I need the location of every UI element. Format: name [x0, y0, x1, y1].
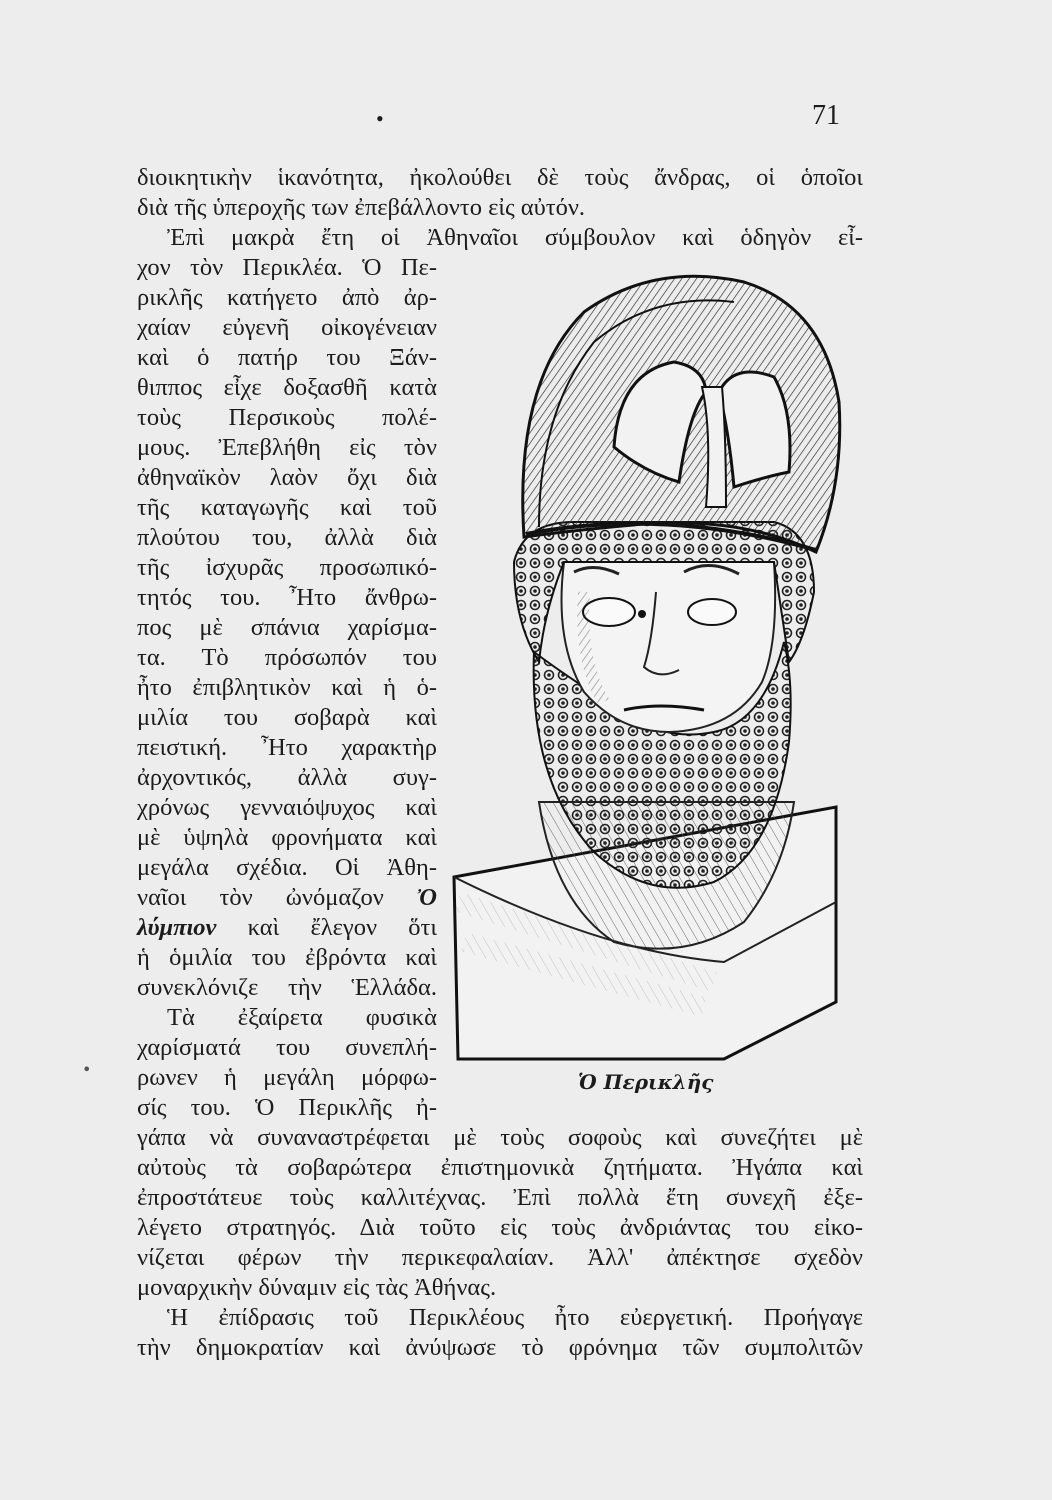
text-line: τῆς καταγωγῆς καὶ τοῦ: [137, 494, 437, 521]
text-segment: ναῖοι τὸν ὠνόμαζον: [137, 884, 384, 911]
text-line: ἡ ὁμιλία του ἐβρόντα καὶ: [137, 944, 437, 971]
text-line: [137, 883, 437, 913]
header-dot: •: [376, 106, 384, 131]
text-line: αὐτοὺς τὰ σοβαρώτερα ἐπιστημονικὰ ζητήματα. Ἠγάπα καὶ: [137, 1154, 863, 1181]
text-line: πλούτου του, ἀλλὰ διὰ: [137, 524, 437, 551]
text-line: διὰ τῆς ὑπεροχῆς των ἐπεβάλλοντο εἰς αὐτόν.: [137, 194, 586, 221]
text-line: θιππος εἶχε δοξασθῆ κατὰ: [137, 374, 437, 401]
text-line: πειστική. Ἦτο χαρακτὴρ: [137, 734, 437, 761]
text-line: τητός του. Ἦτο ἄνθρω-: [137, 584, 437, 611]
text-line: χον τὸν Περικλέα. Ὁ Πε-: [137, 254, 437, 281]
text-line: γάπα νὰ συναναστρέφεται μὲ τοὺς σοφοὺς καὶ συνεζήτει μὲ: [137, 1124, 863, 1151]
text-line: διοικητικὴν ἱκανότητα, ἠκολούθει δὲ τοὺς ἄνδρας, οἱ ὁποῖοι: [137, 164, 863, 191]
text-line: ἀθηναϊκὸν λαὸν ὄχι διὰ: [137, 464, 437, 491]
text-line: καὶ ὁ πατήρ του Ξάν-: [137, 344, 437, 371]
text-line: συνεκλόνιζε τὴν Ἑλλάδα.: [137, 974, 437, 1001]
pericles-bust-figure: [444, 262, 870, 1062]
text-line: ρωνεν ἡ μεγάλη μόρφω-: [137, 1064, 437, 1091]
text-line: μοναρχικὴν δύναμιν εἰς τὰς Ἀθήνας.: [137, 1274, 497, 1301]
text-line: λέγετο στρατηγός. Διὰ τοῦτο εἰς τοὺς ἀνδριάντας του εἰκο-: [137, 1214, 863, 1241]
text-line: χαρίσματά του συνεπλή-: [137, 1034, 437, 1061]
text-line: τα. Τὸ πρόσωπόν του: [137, 644, 437, 671]
text-line: μιλία του σοβαρὰ καὶ: [137, 704, 437, 731]
text-line: μὲ ὑψηλὰ φρονήματα καὶ: [137, 824, 437, 851]
figure-caption: Ὁ Περικλῆς: [578, 1070, 714, 1094]
text-line: πος μὲ σπάνια χαρίσμα-: [137, 614, 437, 641]
text-line: χρόνως γενναιόψυχος καὶ: [137, 794, 437, 821]
text-line: χαίαν εὐγενῆ οἰκογένειαν: [137, 314, 437, 341]
pericles-bust-icon: [444, 262, 870, 1062]
text-line: ἐπροστάτευε τοὺς καλλιτέχνας. Ἐπὶ πολλὰ ἔτη συνεχῆ ἐξε-: [137, 1184, 863, 1211]
text-line: Ἐπὶ μακρὰ ἔτη οἱ Ἀθηναῖοι σύμβουλον καὶ ὁδηγὸν εἶ-: [167, 224, 863, 251]
text-line: τῆς ἰσχυρᾶς προσωπικό-: [137, 554, 437, 581]
text-line: ρικλῆς κατήγετο ἀπὸ ἀρ-: [137, 284, 437, 311]
text-segment: καὶ ἔλεγον ὅτι: [247, 914, 437, 941]
text-line: Ἡ ἐπίδρασις τοῦ Περικλέους ἦτο εὐεργετική. Προήγαγε: [167, 1304, 863, 1331]
text-line: τοὺς Περσικοὺς πολέ-: [137, 404, 437, 431]
text-line: Τὰ ἐξαίρετα φυσικὰ: [167, 1004, 437, 1031]
text-line: ἀρχοντικός, ἀλλὰ συγ-: [137, 764, 437, 791]
page-number: 71: [812, 100, 840, 131]
text-line: σίς του. Ὁ Περικλῆς ἠ-: [137, 1094, 437, 1121]
text-line: μεγάλα σχέδια. Οἱ Ἀθη-: [137, 854, 437, 881]
text-line: τὴν δημοκρατίαν καὶ ἀνύψωσε τὸ φρόνημα τῶν συμπολιτῶν: [137, 1334, 863, 1361]
emphasis-olympion-start: Ὀ: [416, 884, 438, 911]
text-line: [137, 913, 437, 943]
text-line: ἦτο ἐπιβλητικὸν καὶ ἡ ὁ-: [137, 674, 437, 701]
margin-dot: •: [82, 1060, 92, 1079]
text-line: νίζεται φέρων τὴν περικεφαλαίαν. Ἀλλ' ἀπέκτησε σχεδὸν: [137, 1244, 863, 1271]
text-line: μους. Ἐπεβλήθη εἰς τὸν: [137, 434, 437, 461]
emphasis-olympion-end: λύμπιον: [137, 914, 217, 941]
